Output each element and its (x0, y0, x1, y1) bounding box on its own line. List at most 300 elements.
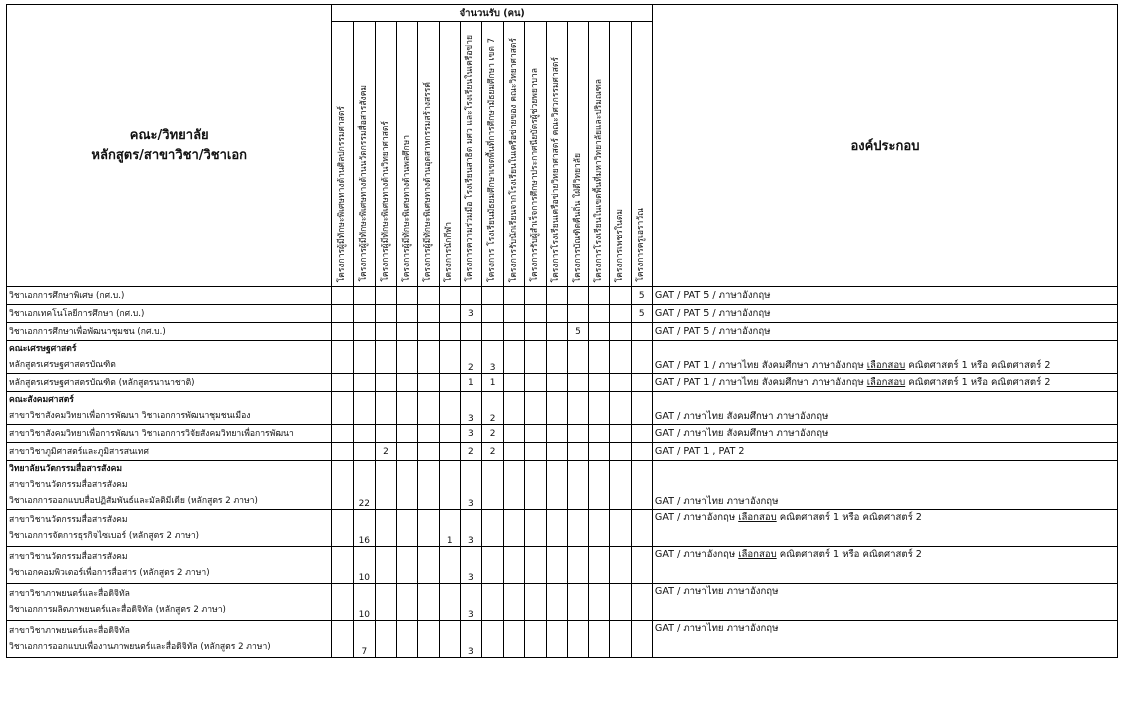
quota-column-header (504, 22, 525, 287)
composition-text: GAT / PAT 5 / ภาษาอังกฤษ (654, 308, 771, 319)
quota-column-label: โครงการผู้มีทักษะพิเศษทางด้านนวัตกรรมสื่อสารสังคม (358, 85, 369, 282)
quota-value-cell (332, 425, 353, 443)
quota-value-cell (332, 510, 353, 547)
quota-value-cell (546, 461, 567, 510)
composition-text: GAT / PAT 1 , PAT 2 (654, 446, 745, 457)
quota-value-cell (418, 374, 439, 392)
composition-text: GAT / PAT 5 / ภาษาอังกฤษ (654, 326, 771, 337)
quota-column-label: โครงการบัณฑิตคืนถิ่น ใฝ่ดีวิทยาลัย (572, 152, 583, 282)
program-name-line: สาขาวิชาสังคมวิทยาเพื่อการพัฒนา วิชาเอกการวิจัยสังคมวิทยาเพื่อการพัฒนา (9, 428, 294, 439)
composition-cell (652, 443, 1117, 461)
quota-value-cell (504, 287, 525, 305)
quota-column-label: โครงการนักกีฬา (444, 221, 455, 282)
composition-tail: คณิตศาสตร์ 1 หรือ คณิตศาสตร์ 2 (908, 360, 1051, 371)
quota-value-cell (631, 341, 652, 374)
quota-value-cell (504, 374, 525, 392)
program-cell (7, 461, 332, 510)
quota-value-cell: 2 (460, 341, 481, 374)
quota-value-cell (418, 461, 439, 510)
admission-count-header: จำนวนรับ (คน) (332, 5, 652, 22)
quota-column-header (525, 22, 546, 287)
quota-value-cell (567, 392, 588, 425)
quota-column-header (567, 22, 588, 287)
quota-value-cell (589, 547, 610, 584)
quota-value-cell: 2 (375, 443, 396, 461)
program-cell (7, 621, 332, 658)
quota-value-cell: 5 (631, 305, 652, 323)
program-name-line: หลักสูตรเศรษฐศาสตรบัณฑิต (9, 360, 116, 370)
elective-exam-label: เลือกสอบ (738, 512, 777, 523)
quota-value-cell: 7 (353, 621, 375, 658)
quota-value-cell (610, 287, 631, 305)
program-name-line: สาขาวิชาสังคมวิทยาเพื่อการพัฒนา วิชาเอกการพัฒนาชุมชนเมือง (9, 411, 251, 421)
program-name-line: สาขาวิชาภาพยนตร์และสื่อดิจิทัล (9, 589, 130, 599)
faculty-name: คณะเศรษฐศาสตร์ (9, 344, 77, 354)
program-name-line: วิชาเอกการศึกษาเพื่อพัฒนาชุมชน (กศ.บ.) (9, 326, 166, 337)
quota-value-cell (610, 584, 631, 621)
quota-column-header (439, 22, 460, 287)
quota-value-cell (631, 621, 652, 658)
quota-value-cell (504, 305, 525, 323)
composition-tail: คณิตศาสตร์ 1 หรือ คณิตศาสตร์ 2 (908, 377, 1051, 388)
quota-column-label: โครงการรับนักเรียนจากโรงเรียนในเครือข่ายของ คณะวิทยาศาสตร์ (508, 37, 519, 282)
quota-value-cell (589, 461, 610, 510)
quota-value-cell: 3 (460, 510, 481, 547)
table-row (7, 584, 1118, 621)
table-row (7, 425, 1118, 443)
quota-value-cell (567, 461, 588, 510)
quota-column-label: โครงการผู้มีทักษะพิเศษทางด้านวิทยาศาสตร์ (380, 121, 391, 282)
quota-value-cell (546, 510, 567, 547)
quota-value-cell (504, 461, 525, 510)
program-name-line: วิชาเอกการศึกษาพิเศษ (กศ.บ.) (9, 290, 125, 301)
quota-value-cell: 1 (460, 374, 481, 392)
quota-value-cell (375, 374, 396, 392)
faculty-header-line2: หลักสูตร/สาขาวิชา/วิชาเอก (91, 147, 248, 163)
program-cell (7, 323, 332, 341)
quota-value-cell (546, 425, 567, 443)
quota-value-cell (375, 425, 396, 443)
quota-column-label: โครงการเพชรในตม (614, 208, 625, 282)
table-row (7, 287, 1118, 305)
quota-value-cell (482, 305, 504, 323)
quota-value-cell (439, 584, 460, 621)
quota-value-cell (375, 510, 396, 547)
quota-value-cell (589, 425, 610, 443)
quota-column-label: โครงการ โรงเรียนมัธยมศึกษาเขตพื้นที่การศึกษามัธยมศึกษา เขต 7 (487, 38, 498, 282)
quota-value-cell (546, 392, 567, 425)
quota-value-cell (525, 425, 546, 443)
quota-value-cell (525, 547, 546, 584)
quota-value-cell (375, 287, 396, 305)
table-row (7, 305, 1118, 323)
quota-value-cell (631, 374, 652, 392)
quota-column-label: โครงการครูเอราวัณ (636, 208, 647, 282)
program-cell (7, 341, 332, 374)
quota-value-cell: 2 (460, 443, 481, 461)
program-name-line: วิชาเอกการจัดการธุรกิจไซเบอร์ (หลักสูตร 2 ภาษา) (9, 531, 200, 541)
quota-value-cell (418, 584, 439, 621)
quota-value-cell (631, 323, 652, 341)
composition-cell (652, 341, 1117, 374)
elective-exam-label: เลือกสอบ (866, 360, 906, 371)
quota-value-cell (353, 305, 375, 323)
quota-value-cell (610, 341, 631, 374)
quota-value-cell (332, 341, 353, 374)
quota-value-cell (439, 341, 460, 374)
quota-value-cell (353, 443, 375, 461)
program-cell (7, 584, 332, 621)
quota-value-cell (482, 287, 504, 305)
quota-value-cell: 5 (631, 287, 652, 305)
quota-value-cell (610, 461, 631, 510)
program-cell (7, 443, 332, 461)
quota-value-cell (482, 621, 504, 658)
quota-value-cell (375, 584, 396, 621)
quota-value-cell (546, 341, 567, 374)
quota-column-header (460, 22, 481, 287)
quota-value-cell (397, 510, 418, 547)
quota-column-header (589, 22, 610, 287)
quota-value-cell (418, 443, 439, 461)
quota-value-cell (504, 323, 525, 341)
quota-value-cell (525, 510, 546, 547)
composition-cell (652, 323, 1117, 341)
quota-value-cell (567, 584, 588, 621)
quota-value-cell (504, 341, 525, 374)
composition-cell (652, 461, 1117, 510)
quota-value-cell (397, 461, 418, 510)
quota-value-cell (504, 425, 525, 443)
quota-value-cell: 2 (482, 392, 504, 425)
quota-value-cell (375, 621, 396, 658)
quota-value-cell (418, 305, 439, 323)
quota-value-cell: 3 (460, 305, 481, 323)
quota-value-cell (332, 584, 353, 621)
quota-value-cell: 10 (353, 547, 375, 584)
quota-value-cell (439, 547, 460, 584)
admission-table (6, 4, 1118, 658)
quota-value-cell (482, 547, 504, 584)
quota-value-cell (375, 461, 396, 510)
quota-value-cell (482, 461, 504, 510)
quota-value-cell (504, 584, 525, 621)
quota-column-header (631, 22, 652, 287)
quota-column-label: โครงการความร่วมมือ โรงเรียนสาธิต มศว และโรงเรียนในเครือข่าย (465, 35, 476, 282)
quota-value-cell: 22 (353, 461, 375, 510)
quota-value-cell (567, 547, 588, 584)
composition-text: GAT / ภาษาไทย ภาษาอังกฤษ (654, 496, 779, 507)
quota-value-cell (439, 461, 460, 510)
composition-cell (652, 510, 1117, 547)
composition-cell (652, 584, 1117, 621)
quota-value-cell (567, 374, 588, 392)
quota-value-cell: 10 (353, 584, 375, 621)
quota-value-cell (375, 341, 396, 374)
quota-column-header (397, 22, 418, 287)
quota-value-cell (482, 584, 504, 621)
quota-value-cell (610, 443, 631, 461)
composition-header: องค์ประกอบ (652, 5, 1117, 287)
quota-column-header (332, 22, 353, 287)
quota-value-cell: 3 (460, 461, 481, 510)
program-name-line: สาขาวิชานวัตกรรมสื่อสารสังคม (9, 480, 128, 490)
quota-value-cell (397, 547, 418, 584)
composition-cell (652, 547, 1117, 584)
quota-value-cell (567, 287, 588, 305)
quota-value-cell (353, 323, 375, 341)
quota-value-cell (567, 621, 588, 658)
quota-value-cell (589, 584, 610, 621)
quota-value-cell (525, 305, 546, 323)
table-row (7, 374, 1118, 392)
program-cell (7, 510, 332, 547)
quota-value-cell (525, 392, 546, 425)
quota-column-label: โครงการผู้มีทักษะพิเศษทางด้านอุตสาหกรรมสร้างสรรค์ (422, 82, 433, 282)
admission-table-container (6, 4, 1118, 658)
quota-value-cell (397, 425, 418, 443)
quota-value-cell (332, 305, 353, 323)
quota-value-cell (546, 547, 567, 584)
table-row (7, 461, 1118, 510)
quota-value-cell (504, 443, 525, 461)
quota-value-cell (418, 621, 439, 658)
quota-value-cell (589, 510, 610, 547)
quota-value-cell (397, 305, 418, 323)
quota-value-cell (504, 392, 525, 425)
composition-text: GAT / ภาษาไทย สังคมศึกษา ภาษาอังกฤษ (654, 411, 829, 422)
quota-value-cell (567, 305, 588, 323)
quota-value-cell (332, 323, 353, 341)
quota-column-label: โครงการรับผู้สำเร็จการศึกษาประกาศนียบัตรผู้ช่วยพยาบาล (530, 68, 541, 282)
program-name-line: วิชาเอกคอมพิวเตอร์เพื่อการสื่อสาร (หลักสูตร 2 ภาษา) (9, 568, 210, 578)
quota-value-cell: 3 (482, 341, 504, 374)
quota-value-cell (525, 621, 546, 658)
composition-text: GAT / ภาษาอังกฤษ (654, 549, 736, 560)
composition-tail: คณิตศาสตร์ 1 หรือ คณิตศาสตร์ 2 (779, 549, 922, 560)
quota-value-cell (589, 287, 610, 305)
quota-value-cell: 3 (460, 392, 481, 425)
quota-value-cell (439, 425, 460, 443)
table-row (7, 510, 1118, 547)
quota-column-header (418, 22, 439, 287)
composition-text: GAT / ภาษาไทย ภาษาอังกฤษ (654, 623, 779, 634)
quota-value-cell (525, 323, 546, 341)
quota-value-cell: 16 (353, 510, 375, 547)
quota-value-cell (397, 392, 418, 425)
program-name-line: สาขาวิชานวัตกรรมสื่อสารสังคม (9, 515, 128, 525)
quota-value-cell: 1 (439, 510, 460, 547)
program-cell (7, 547, 332, 584)
quota-value-cell (525, 461, 546, 510)
quota-value-cell: 5 (567, 323, 588, 341)
program-cell (7, 392, 332, 425)
quota-value-cell (589, 621, 610, 658)
quota-value-cell (589, 392, 610, 425)
quota-value-cell (546, 305, 567, 323)
table-row (7, 547, 1118, 584)
quota-value-cell (418, 287, 439, 305)
composition-cell (652, 392, 1117, 425)
quota-value-cell (460, 287, 481, 305)
quota-value-cell (546, 287, 567, 305)
quota-value-cell (610, 425, 631, 443)
quota-value-cell (332, 392, 353, 425)
quota-column-header (353, 22, 375, 287)
composition-tail: คณิตศาสตร์ 1 หรือ คณิตศาสตร์ 2 (779, 512, 922, 523)
program-name-line: สาขาวิชาภูมิศาสตร์และภูมิสารสนเทศ (9, 446, 149, 457)
quota-value-cell (332, 374, 353, 392)
quota-value-cell (418, 510, 439, 547)
quota-value-cell (397, 443, 418, 461)
quota-value-cell (631, 510, 652, 547)
table-row (7, 323, 1118, 341)
quota-value-cell (418, 323, 439, 341)
quota-value-cell (504, 547, 525, 584)
quota-value-cell (439, 443, 460, 461)
program-name-line: สาขาวิชานวัตกรรมสื่อสารสังคม (9, 552, 128, 562)
quota-value-cell (567, 425, 588, 443)
quota-value-cell: 2 (482, 443, 504, 461)
elective-exam-label: เลือกสอบ (866, 377, 906, 388)
quota-value-cell (418, 392, 439, 425)
quota-value-cell (397, 584, 418, 621)
quota-value-cell (631, 547, 652, 584)
quota-value-cell (332, 287, 353, 305)
quota-value-cell: 3 (460, 547, 481, 584)
quota-value-cell (567, 341, 588, 374)
program-name-line: วิชาเอกการออกแบบเพื่องานภาพยนตร์และสื่อดิจิทัล (หลักสูตร 2 ภาษา) (9, 642, 271, 652)
composition-cell (652, 425, 1117, 443)
quota-value-cell (631, 392, 652, 425)
quota-value-cell (546, 621, 567, 658)
faculty-program-header (7, 5, 332, 287)
quota-value-cell (375, 547, 396, 584)
composition-cell (652, 621, 1117, 658)
quota-value-cell (439, 305, 460, 323)
quota-value-cell (525, 341, 546, 374)
quota-value-cell (589, 323, 610, 341)
quota-value-cell (546, 584, 567, 621)
quota-value-cell (375, 392, 396, 425)
quota-value-cell (353, 287, 375, 305)
quota-value-cell (631, 584, 652, 621)
quota-value-cell (439, 374, 460, 392)
program-cell (7, 305, 332, 323)
quota-value-cell (525, 287, 546, 305)
quota-value-cell (567, 443, 588, 461)
composition-text: GAT / PAT 5 / ภาษาอังกฤษ (654, 290, 771, 301)
quota-value-cell (589, 341, 610, 374)
composition-text: GAT / ภาษาไทย สังคมศึกษา ภาษาอังกฤษ (654, 428, 829, 439)
quota-value-cell (546, 443, 567, 461)
faculty-name: วิทยาลัยนวัตกรรมสื่อสารสังคม (9, 464, 122, 474)
quota-value-cell (460, 323, 481, 341)
quota-value-cell: 3 (460, 621, 481, 658)
quota-column-header (546, 22, 567, 287)
quota-value-cell (610, 621, 631, 658)
quota-value-cell: 1 (482, 374, 504, 392)
quota-value-cell (631, 461, 652, 510)
quota-value-cell (610, 323, 631, 341)
quota-value-cell (610, 374, 631, 392)
quota-value-cell (418, 547, 439, 584)
quota-value-cell (353, 392, 375, 425)
quota-value-cell (332, 621, 353, 658)
program-name-line: หลักสูตรเศรษฐศาสตรบัณฑิต (หลักสูตรนานาชาติ) (9, 377, 195, 388)
quota-value-cell (504, 621, 525, 658)
quota-value-cell (589, 305, 610, 323)
quota-value-cell (567, 510, 588, 547)
composition-text: GAT / ภาษาไทย ภาษาอังกฤษ (654, 586, 779, 597)
quota-value-cell (353, 341, 375, 374)
quota-value-cell (589, 374, 610, 392)
quota-column-header (482, 22, 504, 287)
quota-value-cell (482, 323, 504, 341)
quota-value-cell: 3 (460, 584, 481, 621)
quota-value-cell (418, 425, 439, 443)
quota-value-cell (525, 374, 546, 392)
composition-cell (652, 287, 1117, 305)
quota-value-cell (439, 392, 460, 425)
quota-value-cell (397, 621, 418, 658)
quota-value-cell (439, 621, 460, 658)
quota-value-cell (375, 305, 396, 323)
faculty-name: คณะสังคมศาสตร์ (9, 395, 74, 405)
quota-value-cell (353, 374, 375, 392)
quota-value-cell (332, 461, 353, 510)
table-row (7, 392, 1118, 425)
quota-value-cell (589, 443, 610, 461)
composition-cell (652, 305, 1117, 323)
quota-value-cell (610, 392, 631, 425)
quota-value-cell (525, 584, 546, 621)
quota-value-cell (332, 443, 353, 461)
quota-value-cell (631, 443, 652, 461)
quota-value-cell: 3 (460, 425, 481, 443)
faculty-header-line1: คณะ/วิทยาลัย (129, 127, 209, 143)
quota-value-cell (397, 287, 418, 305)
quota-value-cell (631, 425, 652, 443)
quota-value-cell (610, 547, 631, 584)
table-row (7, 341, 1118, 374)
quota-value-cell (418, 341, 439, 374)
quota-value-cell (546, 374, 567, 392)
program-cell (7, 287, 332, 305)
quota-value-cell (610, 510, 631, 547)
quota-value-cell (375, 323, 396, 341)
quota-value-cell (525, 443, 546, 461)
quota-column-label: โครงการผู้มีทักษะพิเศษทางด้านพลศึกษา (401, 135, 412, 282)
composition-text: GAT / PAT 1 / ภาษาไทย สังคมศึกษา ภาษาอังกฤษ (654, 360, 864, 371)
quota-value-cell (546, 323, 567, 341)
elective-exam-label: เลือกสอบ (738, 549, 777, 560)
quota-value-cell (397, 341, 418, 374)
quota-column-header (375, 22, 396, 287)
quota-value-cell (610, 305, 631, 323)
quota-value-cell: 2 (482, 425, 504, 443)
table-row (7, 443, 1118, 461)
quota-value-cell (353, 425, 375, 443)
quota-value-cell (439, 323, 460, 341)
program-cell (7, 374, 332, 392)
quota-value-cell (439, 287, 460, 305)
program-name-line: วิชาเอกเทคโนโลยีการศึกษา (กศ.บ.) (9, 308, 145, 319)
quota-column-label: โครงการโรงเรียนเครือข่ายวิทยาศาสตร์ คณะวิศวกรรมศาสตร์ (551, 56, 562, 282)
composition-text: GAT / PAT 1 / ภาษาไทย สังคมศึกษา ภาษาอังกฤษ (654, 377, 864, 388)
composition-cell (652, 374, 1117, 392)
program-name-line: สาขาวิชาภาพยนตร์และสื่อดิจิทัล (9, 626, 130, 636)
